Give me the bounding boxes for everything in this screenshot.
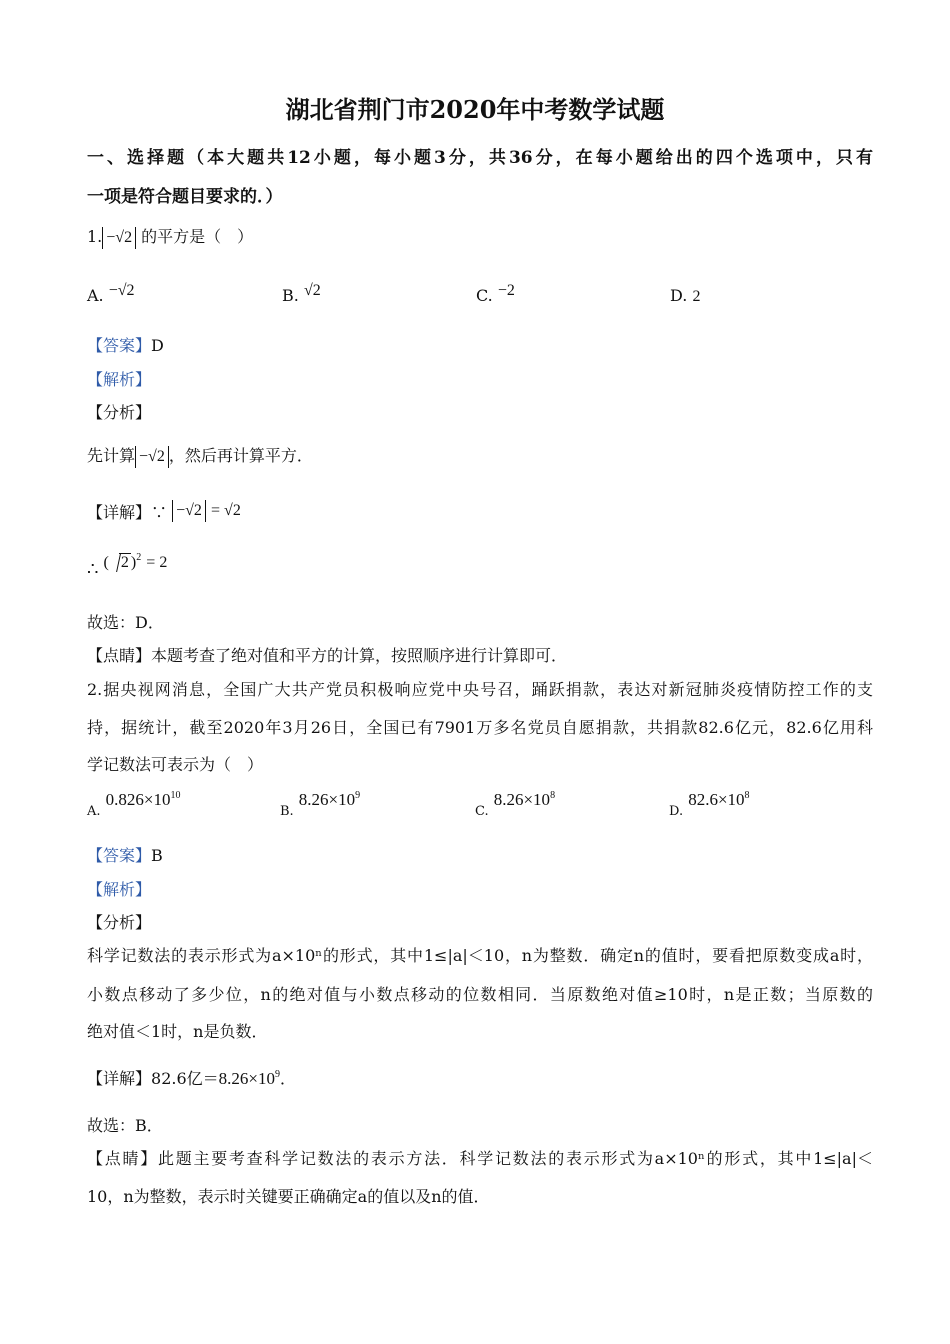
q2-option-a-base: 0.826×10 (105, 790, 171, 809)
q2-comment-text-1: 此题主要考查科学记数法的表示方法．科学记数法的表示形式为a×10ⁿ的形式，其中1≤|a|＜ (157, 1149, 873, 1168)
q1-therefore-symbol: ∴ (87, 559, 99, 580)
q1-option-c (476, 282, 515, 305)
q1-therefore (87, 552, 167, 580)
q2-option-d-base: 82.6×10 (688, 790, 745, 809)
q2-option-b-base: 8.26×10 (298, 790, 356, 809)
q1-abs-expression: −√2 (102, 227, 136, 249)
q1-comment (87, 643, 567, 666)
q2-detail-base: 8.26×10 (218, 1069, 275, 1088)
q2-detail-pre: 82.6亿＝ (151, 1069, 219, 1088)
q2-stem-line-1: 2.据央视网消息，全国广大共产党员积极响应党中央号召，踊跃捐款，表达对新冠肺炎疫情防控工作的支 (87, 680, 873, 699)
q1-detail-abs-expression: −√2 (172, 500, 206, 522)
q1-option-a-label: A. (87, 286, 104, 305)
q1-number: 1. (87, 227, 103, 246)
q2-option-c-base: 8.26×10 (493, 790, 551, 809)
q2-option-b-label: B. (280, 804, 294, 819)
q2-detail (87, 1066, 296, 1089)
page-title: 湖北省荆门市2020年中考数学试题 (285, 95, 665, 124)
q1-answer (87, 333, 164, 356)
q2-jiexi-tag: 【解析】 (87, 880, 152, 899)
q2-detail-tag: 【详解】 (87, 1069, 152, 1088)
section-heading-line-2: 一项是符合题目要求的．） (87, 187, 283, 207)
q2-comment-tag: 【点睛】 (87, 1149, 158, 1168)
q1-fenxi (87, 443, 313, 468)
q2-fenxi-line-1: 科学记数法的表示形式为a×10ⁿ的形式，其中1≤|a|＜10，n为整数．确定n的值时，要看把原数变成a时， (87, 946, 873, 965)
q1-detail-tag: 【详解】 (87, 503, 152, 522)
q1-comment-tag: 【点睛】 (87, 646, 152, 665)
q1-option-d (670, 286, 700, 306)
q2-comment-line-1 (87, 1146, 873, 1169)
q1-option-c-value: −2 (497, 282, 515, 299)
q1-fenxi-tag: 【分析】 (87, 403, 152, 422)
section-heading-line-1: 一、选择题（本大题共12小题，每小题3分，共36分，在每小题给出的四个选项中，只有 (87, 148, 873, 168)
q2-stem-line-3: 学记数法可表示为（ ） (87, 755, 264, 774)
q1-fenxi-abs-expression: −√2 (135, 446, 169, 468)
q2-detail-post: ． (280, 1069, 297, 1088)
q2-option-d-label: D. (669, 804, 684, 819)
q1-answer-value: D (151, 336, 164, 355)
q2-comment-line-2: 10，n为整数，表示时关键要正确确定a的值以及n的值． (87, 1187, 490, 1206)
q1-stem-text: 的平方是（ ） (141, 227, 254, 246)
q2-option-d-exponent: 8 (744, 790, 750, 801)
q1-because-symbol: ∵ (151, 503, 168, 522)
q1-comment-text: 本题考查了绝对值和平方的计算，按照顺序进行计算即可． (151, 646, 568, 665)
q2-option-c-label: C. (475, 804, 489, 819)
q2-stem-line-2: 持，据统计，截至2020年3月26日，全国已有7901万多名党员自愿捐款，共捐款82.6亿元，82.6亿用科 (87, 718, 873, 737)
q1-option-c-label: C. (476, 286, 493, 305)
q2-answer-tag: 【答案】 (87, 846, 152, 865)
q2-answer (87, 843, 163, 866)
q2-answer-value: B (151, 846, 163, 865)
q1-fenxi-pre: 先计算 (87, 446, 136, 465)
q1-option-b-value: √2 (303, 282, 321, 299)
q1-therefore-expression: ( 2 )$^2$ (103, 552, 142, 571)
q1-option-a-value: −√2 (108, 282, 135, 299)
q2-fenxi-line-3: 绝对值＜1时，n是负数． (87, 1022, 268, 1041)
q1-answer-tag: 【答案】 (87, 336, 152, 355)
q2-option-c-exponent: 8 (550, 790, 556, 801)
q2-fenxi-tag: 【分析】 (87, 913, 152, 932)
q2-option-c (475, 790, 555, 819)
q1-detail (87, 500, 241, 523)
q1-option-a (87, 282, 135, 305)
q2-choose: 故选：B． (87, 1116, 163, 1135)
q1-jiexi-tag: 【解析】 (87, 370, 152, 389)
q1-stem (87, 224, 253, 249)
q2-option-b (280, 790, 360, 819)
q2-option-a-exponent: 10 (170, 790, 181, 801)
q1-fenxi-post: ，然后再计算平方． (168, 446, 313, 465)
q1-option-b-label: B. (282, 286, 299, 305)
q2-detail-exponent: 9 (275, 1069, 280, 1080)
q2-option-a (87, 790, 180, 819)
q2-option-d (669, 790, 750, 819)
q1-therefore-equation: = 2 (146, 554, 168, 571)
q2-option-b-exponent: 9 (355, 790, 361, 801)
q1-detail-equation: = √2 (211, 502, 241, 519)
q2-option-a-label: A. (87, 804, 101, 819)
q2-fenxi-line-2: 小数点移动了多少位，n的绝对值与小数点移动的位数相同．当原数绝对值≥10时，n是正数；当原数的 (87, 985, 873, 1004)
q1-option-d-label: D. (670, 286, 688, 305)
q1-option-b (282, 282, 321, 305)
q1-choose: 故选：D． (87, 613, 164, 632)
q1-option-d-value: 2 (692, 288, 701, 305)
